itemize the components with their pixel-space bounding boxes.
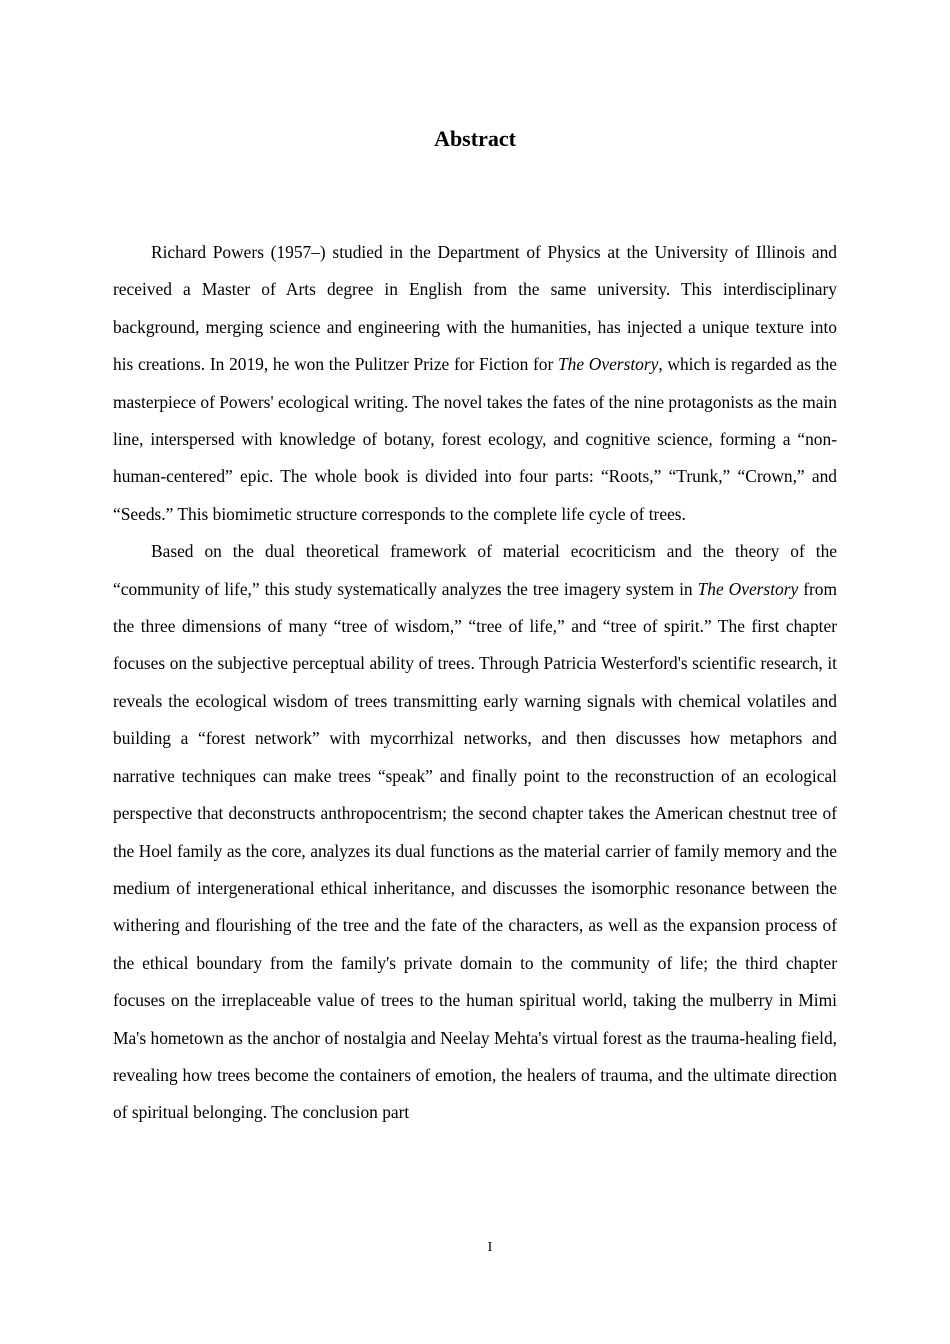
book-title-italic: The Overstory	[697, 578, 799, 599]
paragraph-2-text-a: Based on the dual theoretical framework of material ecocriticism and the theory of the “community of life,” this study systematically analyzes the tree imagery system in	[113, 541, 837, 599]
paragraph-2	[113, 533, 837, 1132]
book-title-italic: The Overstory	[558, 354, 659, 375]
paragraph-1	[113, 234, 837, 533]
paragraph-2-text-b: from the three dimensions of many “tree of wisdom,” “tree of life,” and “tree of spirit.” The first chapter focuses on the subjective perceptual ability of trees. Through Patricia Westerford's scientific research, it reveals the ecological wisdom of trees transmitting early warning signals with chemical volatiles and building a “forest network” with mycorrhizal networks, and then discusses how metaphors and narrative techniques can make trees “speak” and finally point to the reconstruction of an ecological perspective that deconstructs anthropocentrism; the second chapter takes the American chestnut tree of the Hoel family as the core, analyzes its dual functions as the material carrier of family memory and the medium of intergenerational ethical inheritance, and discusses the isomorphic resonance between the withering and flourishing of the tree and the fate of the characters, as well as the expansion process of the ethical boundary from the family's private domain to the community of life; the third chapter focuses on the irreplaceable value of trees to the human spiritual world, taking the mulberry in Mimi Ma's hometown as the anchor of nostalgia and Neelay Mehta's virtual forest as the trauma-healing field, revealing how trees become the containers of emotion, the healers of trauma, and the ultimate direction of spiritual belonging. The conclusion part	[113, 578, 837, 1123]
page-number: I	[487, 1240, 493, 1255]
paragraph-1-text-a: Richard Powers (1957–) studied in the Department of Physics at the University of Illinois and received a Master of Arts degree in English from the same university. This interdisciplinary background, merging science and engineering with the humanities, has injected a unique texture into his creations. In 2019, he won the Pulitzer Prize for Fiction for	[113, 242, 837, 375]
abstract-body	[113, 234, 837, 1132]
paragraph-1-text-b: , which is regarded as the masterpiece of Powers' ecological writing. The novel takes the fates of the nine protagonists as the main line, interspersed with knowledge of botany, forest ecology, and cognitive science, forming a “non-human-centered” epic. The whole book is divided into four parts: “Roots,” “Trunk,” “Crown,” and “Seeds.” This biomimetic structure corresponds to the complete life cycle of trees.	[113, 354, 837, 524]
page-title: Abstract	[434, 126, 516, 151]
